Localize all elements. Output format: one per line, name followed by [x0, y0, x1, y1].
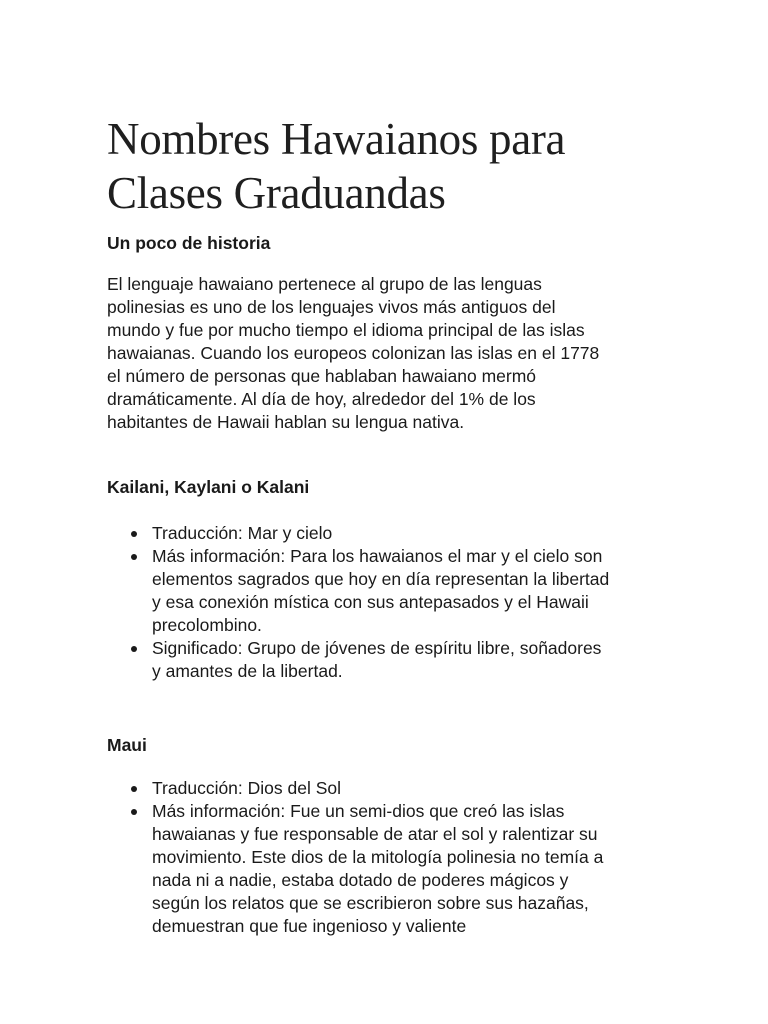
history-line: El lenguaje hawaiano pertenece al grupo de las lenguas — [107, 274, 542, 294]
bullet-dot-icon — [131, 531, 137, 537]
history-paragraph — [107, 273, 667, 434]
list-item-meaning: Significado: Grupo de jóvenes de espíritu libre, soñadores y amantes de la libertad. — [107, 637, 667, 683]
title-line-2: Clases Graduandas — [107, 168, 446, 218]
history-line: mundo y fue por mucho tiempo el idioma principal de las islas — [107, 320, 585, 340]
section-heading-history: Un poco de historia — [107, 233, 271, 253]
history-line: el número de personas que hablaban hawaiano mermó — [107, 366, 537, 386]
bullet-dot-icon — [131, 809, 137, 815]
history-line: habitantes de Hawaii hablan su lengua nativa. — [107, 412, 465, 432]
bullet-dot-icon — [131, 646, 137, 652]
kailani-list — [107, 522, 667, 683]
section-heading-maui: Maui — [107, 735, 147, 755]
list-item-translation: Traducción: Mar y cielo — [107, 522, 667, 545]
history-line: polinesias es uno de los lenguajes vivos más antiguos del — [107, 297, 556, 317]
list-item-more-info: Más información: Fue un semi-dios que creó las islas hawaianas y fue responsable de atar el sol y ralentizar su movimiento. Este dios de la mitología polinesia no temía a nada ni a nadie, estaba dotado de poderes mágicos y según los relatos que se escribieron sobre sus hazañas, demuestran que fue ingenioso y valiente — [107, 800, 667, 938]
history-line: hawaianas. Cuando los europeos colonizan las islas en el 1778 — [107, 343, 600, 363]
list-item-translation: Traducción: Dios del Sol — [107, 777, 667, 800]
bullet-dot-icon — [131, 786, 137, 792]
document-page — [107, 112, 667, 938]
list-item-more-info: Más información: Para los hawaianos el mar y el cielo son elementos sagrados que hoy en día representan la libertad y esa conexión mística con sus antepasados y el Hawaii precolombino. — [107, 545, 667, 637]
document-title — [107, 112, 667, 220]
title-line-1: Nombres Hawaianos para — [107, 114, 566, 164]
maui-list — [107, 777, 667, 938]
bullet-dot-icon — [131, 554, 137, 560]
section-heading-kailani: Kailani, Kaylani o Kalani — [107, 477, 310, 497]
history-line: dramáticamente. Al día de hoy, alrededor del 1% de los — [107, 389, 536, 409]
